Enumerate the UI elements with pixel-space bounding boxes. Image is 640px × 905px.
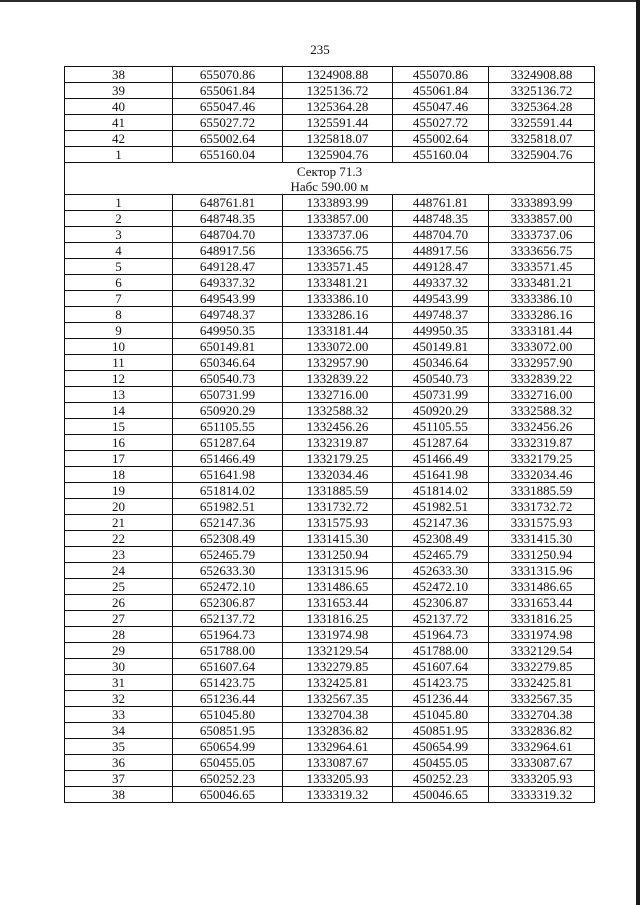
- x2-cell: 448761.81: [393, 195, 489, 211]
- point-number-cell: 24: [65, 563, 173, 579]
- y1-cell: 1332964.61: [283, 739, 393, 755]
- x2-cell: 450046.65: [393, 787, 489, 803]
- table-row: [65, 243, 595, 259]
- y2-cell: 3331732.72: [489, 499, 595, 515]
- y1-cell: 1325591.44: [283, 115, 393, 131]
- table-row: [65, 707, 595, 723]
- y2-cell: 3332588.32: [489, 403, 595, 419]
- x1-cell: 651045.80: [173, 707, 283, 723]
- table-row: [65, 339, 595, 355]
- table-row: [65, 483, 595, 499]
- y1-cell: 1332839.22: [283, 371, 393, 387]
- x2-cell: 448748.35: [393, 211, 489, 227]
- table-row: [65, 355, 595, 371]
- y2-cell: 3325364.28: [489, 99, 595, 115]
- x2-cell: 450346.64: [393, 355, 489, 371]
- point-number-cell: 34: [65, 723, 173, 739]
- y1-cell: 1332567.35: [283, 691, 393, 707]
- table-row: [65, 595, 595, 611]
- x2-cell: 450654.99: [393, 739, 489, 755]
- x1-cell: 655002.64: [173, 131, 283, 147]
- y1-cell: 1332179.25: [283, 451, 393, 467]
- y2-cell: 3333386.10: [489, 291, 595, 307]
- y1-cell: 1332456.26: [283, 419, 393, 435]
- y1-cell: 1332704.38: [283, 707, 393, 723]
- y1-cell: 1332588.32: [283, 403, 393, 419]
- y1-cell: 1333481.21: [283, 275, 393, 291]
- point-number-cell: 16: [65, 435, 173, 451]
- point-number-cell: 12: [65, 371, 173, 387]
- x1-cell: 650654.99: [173, 739, 283, 755]
- point-number-cell: 42: [65, 131, 173, 147]
- y1-cell: 1331885.59: [283, 483, 393, 499]
- point-number-cell: 33: [65, 707, 173, 723]
- table-row: [65, 435, 595, 451]
- table-row: [65, 451, 595, 467]
- y1-cell: 1332716.00: [283, 387, 393, 403]
- point-number-cell: 14: [65, 403, 173, 419]
- x2-cell: 451423.75: [393, 675, 489, 691]
- x2-cell: 451236.44: [393, 691, 489, 707]
- table-row: [65, 499, 595, 515]
- point-number-cell: 31: [65, 675, 173, 691]
- table-row: [65, 547, 595, 563]
- point-number-cell: 36: [65, 755, 173, 771]
- table-row: [65, 563, 595, 579]
- y1-cell: 1333286.16: [283, 307, 393, 323]
- y2-cell: 3333319.32: [489, 787, 595, 803]
- y1-cell: 1333737.06: [283, 227, 393, 243]
- x2-cell: 451814.02: [393, 483, 489, 499]
- x2-cell: 450455.05: [393, 755, 489, 771]
- section-title: Сектор 71.3: [296, 163, 363, 179]
- x2-cell: 451641.98: [393, 467, 489, 483]
- x1-cell: 652308.49: [173, 531, 283, 547]
- x1-cell: 648917.56: [173, 243, 283, 259]
- x2-cell: 455070.86: [393, 67, 489, 83]
- x2-cell: 451788.00: [393, 643, 489, 659]
- x2-cell: 449128.47: [393, 259, 489, 275]
- y2-cell: 3332836.82: [489, 723, 595, 739]
- y2-cell: 3332179.25: [489, 451, 595, 467]
- table-row: [65, 755, 595, 771]
- x2-cell: 449543.99: [393, 291, 489, 307]
- y2-cell: 3325818.07: [489, 131, 595, 147]
- x2-cell: 449337.32: [393, 275, 489, 291]
- table-row: [65, 371, 595, 387]
- table-row: [65, 611, 595, 627]
- table-row: [65, 403, 595, 419]
- table-row: [65, 83, 595, 99]
- y2-cell: 3331415.30: [489, 531, 595, 547]
- section-header-cell: [65, 163, 595, 195]
- y1-cell: 1331974.98: [283, 627, 393, 643]
- x2-cell: 451466.49: [393, 451, 489, 467]
- scan-edge-top: [0, 0, 640, 2]
- y1-cell: 1333072.00: [283, 339, 393, 355]
- x1-cell: 649128.47: [173, 259, 283, 275]
- table-row: [65, 579, 595, 595]
- y1-cell: 1333857.00: [283, 211, 393, 227]
- table-row: [65, 787, 595, 803]
- y2-cell: 3332716.00: [489, 387, 595, 403]
- x1-cell: 649543.99: [173, 291, 283, 307]
- y2-cell: 3325136.72: [489, 83, 595, 99]
- y2-cell: 3333181.44: [489, 323, 595, 339]
- x1-cell: 652306.87: [173, 595, 283, 611]
- point-number-cell: 15: [65, 419, 173, 435]
- y2-cell: 3333072.00: [489, 339, 595, 355]
- point-number-cell: 29: [65, 643, 173, 659]
- y2-cell: 3332567.35: [489, 691, 595, 707]
- x1-cell: 651641.98: [173, 467, 283, 483]
- y1-cell: 1333181.44: [283, 323, 393, 339]
- section-header-group: [65, 163, 595, 195]
- x2-cell: 452472.10: [393, 579, 489, 595]
- table-row: [65, 67, 595, 83]
- x2-cell: 455002.64: [393, 131, 489, 147]
- y2-cell: 3332319.87: [489, 435, 595, 451]
- x1-cell: 648704.70: [173, 227, 283, 243]
- y1-cell: 1332836.82: [283, 723, 393, 739]
- x2-cell: 450252.23: [393, 771, 489, 787]
- point-number-cell: 30: [65, 659, 173, 675]
- x1-cell: 650046.65: [173, 787, 283, 803]
- table-row: [65, 515, 595, 531]
- main-rows-group: [65, 195, 595, 803]
- x1-cell: 650851.95: [173, 723, 283, 739]
- x2-cell: 452137.72: [393, 611, 489, 627]
- y1-cell: 1325364.28: [283, 99, 393, 115]
- y2-cell: 3331653.44: [489, 595, 595, 611]
- y2-cell: 3331575.93: [489, 515, 595, 531]
- y2-cell: 3333737.06: [489, 227, 595, 243]
- y2-cell: 3332425.81: [489, 675, 595, 691]
- y1-cell: 1333893.99: [283, 195, 393, 211]
- y2-cell: 3331250.94: [489, 547, 595, 563]
- y2-cell: 3332129.54: [489, 643, 595, 659]
- y2-cell: 3332034.46: [489, 467, 595, 483]
- x1-cell: 651287.64: [173, 435, 283, 451]
- table-row: [65, 211, 595, 227]
- x2-cell: 455061.84: [393, 83, 489, 99]
- x1-cell: 652465.79: [173, 547, 283, 563]
- x2-cell: 451607.64: [393, 659, 489, 675]
- x1-cell: 649950.35: [173, 323, 283, 339]
- y2-cell: 3332839.22: [489, 371, 595, 387]
- x1-cell: 652137.72: [173, 611, 283, 627]
- point-number-cell: 39: [65, 83, 173, 99]
- y2-cell: 3331816.25: [489, 611, 595, 627]
- x2-cell: 452633.30: [393, 563, 489, 579]
- x1-cell: 655047.46: [173, 99, 283, 115]
- point-number-cell: 13: [65, 387, 173, 403]
- coordinates-table: [64, 66, 595, 803]
- table-row: [65, 723, 595, 739]
- x1-cell: 650731.99: [173, 387, 283, 403]
- x1-cell: 650920.29: [173, 403, 283, 419]
- point-number-cell: 40: [65, 99, 173, 115]
- x1-cell: 650346.64: [173, 355, 283, 371]
- x2-cell: 450731.99: [393, 387, 489, 403]
- point-number-cell: 25: [65, 579, 173, 595]
- table-row: [65, 291, 595, 307]
- x1-cell: 650540.73: [173, 371, 283, 387]
- point-number-cell: 7: [65, 291, 173, 307]
- y1-cell: 1333319.32: [283, 787, 393, 803]
- x1-cell: 648748.35: [173, 211, 283, 227]
- x1-cell: 655061.84: [173, 83, 283, 99]
- y1-cell: 1333386.10: [283, 291, 393, 307]
- x1-cell: 649748.37: [173, 307, 283, 323]
- point-number-cell: 5: [65, 259, 173, 275]
- table-row: [65, 467, 595, 483]
- point-number-cell: 37: [65, 771, 173, 787]
- y1-cell: 1325904.76: [283, 147, 393, 163]
- table-row: [65, 771, 595, 787]
- y1-cell: 1325136.72: [283, 83, 393, 99]
- y1-cell: 1332279.85: [283, 659, 393, 675]
- y2-cell: 3332957.90: [489, 355, 595, 371]
- scan-edge-right: [636, 0, 640, 905]
- point-number-cell: 18: [65, 467, 173, 483]
- x2-cell: 451964.73: [393, 627, 489, 643]
- point-number-cell: 28: [65, 627, 173, 643]
- point-number-cell: 21: [65, 515, 173, 531]
- table-row: [65, 387, 595, 403]
- y1-cell: 1332957.90: [283, 355, 393, 371]
- y2-cell: 3333893.99: [489, 195, 595, 211]
- x2-cell: 448917.56: [393, 243, 489, 259]
- y1-cell: 1331732.72: [283, 499, 393, 515]
- x1-cell: 655160.04: [173, 147, 283, 163]
- y1-cell: 1331315.96: [283, 563, 393, 579]
- point-number-cell: 32: [65, 691, 173, 707]
- table-row: [65, 227, 595, 243]
- x1-cell: 651964.73: [173, 627, 283, 643]
- table-row: [65, 739, 595, 755]
- x1-cell: 652633.30: [173, 563, 283, 579]
- table-row: [65, 691, 595, 707]
- x2-cell: 448704.70: [393, 227, 489, 243]
- x1-cell: 655027.72: [173, 115, 283, 131]
- x2-cell: 451982.51: [393, 499, 489, 515]
- point-number-cell: 4: [65, 243, 173, 259]
- x2-cell: 450149.81: [393, 339, 489, 355]
- table-row: [65, 675, 595, 691]
- y1-cell: 1331415.30: [283, 531, 393, 547]
- point-number-cell: 2: [65, 211, 173, 227]
- x2-cell: 450851.95: [393, 723, 489, 739]
- point-number-cell: 3: [65, 227, 173, 243]
- point-number-cell: 19: [65, 483, 173, 499]
- y2-cell: 3324908.88: [489, 67, 595, 83]
- x1-cell: 649337.32: [173, 275, 283, 291]
- x2-cell: 455160.04: [393, 147, 489, 163]
- table-row: [65, 147, 595, 163]
- y1-cell: 1331575.93: [283, 515, 393, 531]
- point-number-cell: 17: [65, 451, 173, 467]
- point-number-cell: 22: [65, 531, 173, 547]
- top-rows-group: [65, 67, 595, 163]
- point-number-cell: 41: [65, 115, 173, 131]
- x1-cell: 651607.64: [173, 659, 283, 675]
- x2-cell: 452306.87: [393, 595, 489, 611]
- point-number-cell: 38: [65, 787, 173, 803]
- y1-cell: 1331486.65: [283, 579, 393, 595]
- point-number-cell: 35: [65, 739, 173, 755]
- y1-cell: 1333087.67: [283, 755, 393, 771]
- point-number-cell: 27: [65, 611, 173, 627]
- x2-cell: 449748.37: [393, 307, 489, 323]
- x1-cell: 651423.75: [173, 675, 283, 691]
- x1-cell: 652147.36: [173, 515, 283, 531]
- x2-cell: 455047.46: [393, 99, 489, 115]
- point-number-cell: 26: [65, 595, 173, 611]
- x1-cell: 650252.23: [173, 771, 283, 787]
- x1-cell: 651814.02: [173, 483, 283, 499]
- x1-cell: 651236.44: [173, 691, 283, 707]
- x2-cell: 451045.80: [393, 707, 489, 723]
- table-row: [65, 627, 595, 643]
- x1-cell: 651466.49: [173, 451, 283, 467]
- point-number-cell: 9: [65, 323, 173, 339]
- y2-cell: 3331315.96: [489, 563, 595, 579]
- y2-cell: 3331885.59: [489, 483, 595, 499]
- x2-cell: 452308.49: [393, 531, 489, 547]
- y2-cell: 3333857.00: [489, 211, 595, 227]
- x1-cell: 651105.55: [173, 419, 283, 435]
- y1-cell: 1324908.88: [283, 67, 393, 83]
- table-row: [65, 131, 595, 147]
- x2-cell: 451105.55: [393, 419, 489, 435]
- y2-cell: 3333481.21: [489, 275, 595, 291]
- x2-cell: 455027.72: [393, 115, 489, 131]
- y2-cell: 3333656.75: [489, 243, 595, 259]
- page-number: 235: [310, 42, 330, 57]
- y2-cell: 3325904.76: [489, 147, 595, 163]
- y2-cell: 3332456.26: [489, 419, 595, 435]
- x2-cell: 450920.29: [393, 403, 489, 419]
- point-number-cell: 11: [65, 355, 173, 371]
- x1-cell: 652472.10: [173, 579, 283, 595]
- y1-cell: 1333656.75: [283, 243, 393, 259]
- table-row: [65, 323, 595, 339]
- y2-cell: 3333205.93: [489, 771, 595, 787]
- y1-cell: 1332319.87: [283, 435, 393, 451]
- x2-cell: 449950.35: [393, 323, 489, 339]
- x2-cell: 450540.73: [393, 371, 489, 387]
- table-row: [65, 99, 595, 115]
- y2-cell: 3331974.98: [489, 627, 595, 643]
- x1-cell: 655070.86: [173, 67, 283, 83]
- table-row: [65, 643, 595, 659]
- y1-cell: 1331653.44: [283, 595, 393, 611]
- y2-cell: 3333286.16: [489, 307, 595, 323]
- x2-cell: 452147.36: [393, 515, 489, 531]
- point-number-cell: 1: [65, 195, 173, 211]
- x2-cell: 451287.64: [393, 435, 489, 451]
- x1-cell: 650149.81: [173, 339, 283, 355]
- point-number-cell: 23: [65, 547, 173, 563]
- y1-cell: 1332129.54: [283, 643, 393, 659]
- section-header-row: [65, 163, 595, 195]
- point-number-cell: 1: [65, 147, 173, 163]
- point-number-cell: 20: [65, 499, 173, 515]
- point-number-cell: 38: [65, 67, 173, 83]
- y1-cell: 1331250.94: [283, 547, 393, 563]
- table-row: [65, 259, 595, 275]
- x1-cell: 651788.00: [173, 643, 283, 659]
- x2-cell: 452465.79: [393, 547, 489, 563]
- table-row: [65, 115, 595, 131]
- y1-cell: 1333205.93: [283, 771, 393, 787]
- table-row: [65, 659, 595, 675]
- section-subtitle: Набс 590.00 м: [290, 178, 369, 194]
- table-row: [65, 195, 595, 211]
- y1-cell: 1332425.81: [283, 675, 393, 691]
- point-number-cell: 8: [65, 307, 173, 323]
- y2-cell: 3332704.38: [489, 707, 595, 723]
- y1-cell: 1325818.07: [283, 131, 393, 147]
- point-number-cell: 6: [65, 275, 173, 291]
- point-number-cell: 10: [65, 339, 173, 355]
- y1-cell: 1331816.25: [283, 611, 393, 627]
- y1-cell: 1333571.45: [283, 259, 393, 275]
- y2-cell: 3333087.67: [489, 755, 595, 771]
- y2-cell: 3331486.65: [489, 579, 595, 595]
- x1-cell: 648761.81: [173, 195, 283, 211]
- y2-cell: 3332279.85: [489, 659, 595, 675]
- y2-cell: 3332964.61: [489, 739, 595, 755]
- table-row: [65, 419, 595, 435]
- y2-cell: 3325591.44: [489, 115, 595, 131]
- table-row: [65, 531, 595, 547]
- x1-cell: 650455.05: [173, 755, 283, 771]
- y1-cell: 1332034.46: [283, 467, 393, 483]
- x1-cell: 651982.51: [173, 499, 283, 515]
- y2-cell: 3333571.45: [489, 259, 595, 275]
- table-row: [65, 307, 595, 323]
- table-row: [65, 275, 595, 291]
